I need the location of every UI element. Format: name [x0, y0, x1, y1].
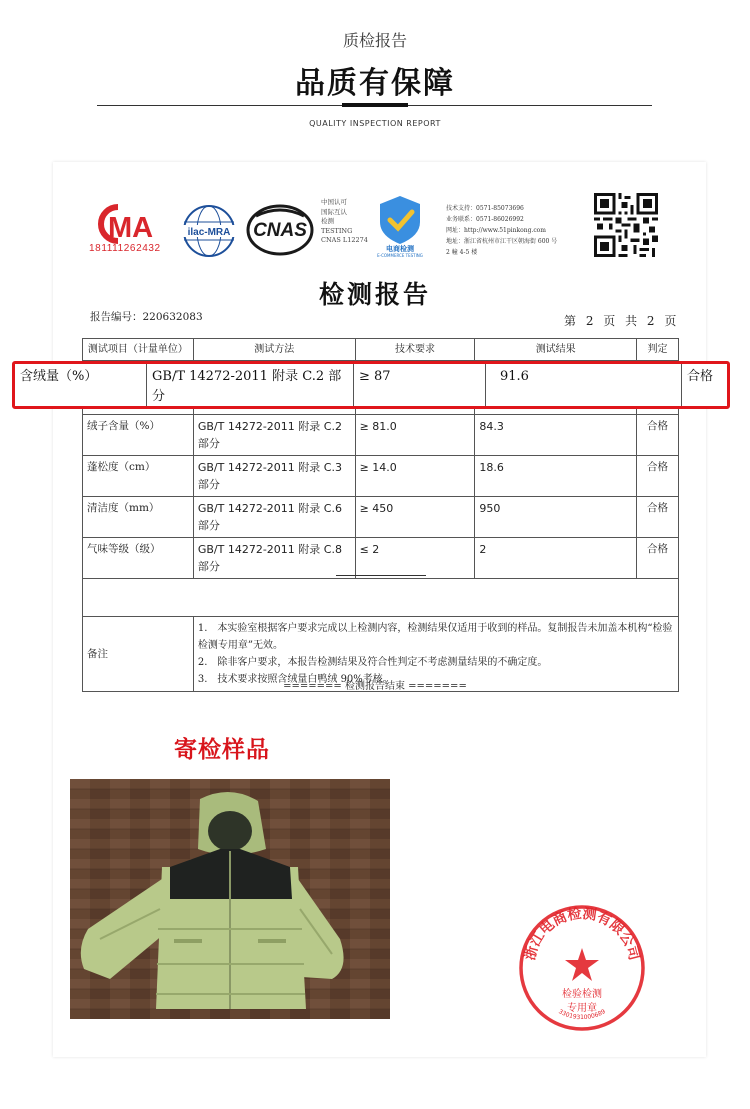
cma-logo [88, 204, 176, 252]
ilac-logo-text: ilac-MRA [187, 227, 231, 238]
cell-method: GB/T 14272-2011 附录 C.6 部分 [193, 497, 355, 538]
contact-info [446, 203, 586, 258]
cell-verdict: 合格 [637, 456, 679, 497]
header-cell-verdict: 判定 [637, 339, 679, 361]
header-cell-requirement: 技术要求 [355, 339, 475, 361]
cell-result: 84.3 [475, 415, 637, 456]
header-cell-result: 测试结果 [475, 339, 637, 361]
ecommerce-testing-logo [368, 192, 432, 258]
contact-tech-support: 技术支持：0571-85073696 [446, 205, 524, 212]
highlight-item: 含绒量（%） [20, 369, 98, 384]
sample-jacket-photo [70, 779, 390, 1019]
contact-address: 地址：浙江省杭州市江干区朝海街 600 号 [446, 238, 558, 245]
empty-row-rule [336, 575, 426, 576]
accreditation-line: 国际互认 [321, 207, 347, 216]
cell-result: 950 [475, 497, 637, 538]
table-row [83, 415, 679, 456]
cell-item: 清洁度（mm） [83, 497, 194, 538]
cell-result: 18.6 [475, 456, 637, 497]
qr-code [594, 193, 658, 257]
header-small-title: 质检报告 [342, 31, 407, 50]
contact-business: 业务联系：0571-86026992 [446, 216, 524, 223]
accreditation-line: TESTING [321, 226, 353, 235]
notes-label: 备注 [83, 617, 194, 692]
accreditation-line: 中国认可 [321, 198, 347, 206]
stamp-bottom-text: 专用章 [567, 1003, 597, 1014]
accreditation-info [321, 198, 368, 246]
cell-item: 绒子含量（%） [83, 415, 194, 456]
stamp-star-icon [565, 948, 599, 981]
cell-item: 蓬松度（cm） [83, 456, 194, 497]
table-row [83, 456, 679, 497]
accreditation-line: 检测 [321, 217, 334, 226]
cell-method: GB/T 14272-2011 附录 C.8 部分 [193, 538, 355, 579]
page-info: 第 2 页 共 2 页 [564, 314, 680, 328]
highlighted-result-row [12, 361, 730, 409]
highlight-result: 91.6 [500, 369, 529, 384]
table-row [83, 538, 679, 579]
cell-method: GB/T 14272-2011 附录 C.3 部分 [193, 456, 355, 497]
report-number: 报告编号：220632083 [90, 311, 203, 323]
cell-result: 2 [475, 538, 637, 579]
cell-verdict: 合格 [637, 497, 679, 538]
report-title: 检测报告 [318, 280, 431, 309]
contact-website: 网址：http://www.51pinkong.com [446, 227, 546, 234]
cell-verdict: 合格 [637, 538, 679, 579]
highlight-requirement: ≥ 87 [359, 369, 391, 384]
contact-address-2: 2 幢 4-5 楼 [446, 249, 478, 256]
cnas-logo [246, 204, 314, 256]
report-end-marker: ======= 检测报告结束 ======= [283, 681, 467, 692]
table-empty-row [83, 579, 679, 617]
cell-item: 气味等级（级） [83, 538, 194, 579]
ec-logo-name: 电商检测 [386, 245, 414, 253]
header-divider-accent [342, 103, 408, 107]
table-row [83, 497, 679, 538]
stamp-company-text: 浙江电商检测有限公司 [522, 905, 642, 963]
cma-logo-number: 181111262432 [89, 243, 161, 252]
cma-logo-text: MA [108, 212, 154, 244]
stamp-number: 3301931000689 [557, 1008, 607, 1022]
header-big-title: 品质有保障 [295, 66, 455, 101]
header-english-subtitle: QUALITY INSPECTION REPORT [309, 119, 441, 128]
cell-verdict: 合格 [637, 415, 679, 456]
ec-logo-english: E-COMMERCE TESTING [377, 253, 423, 258]
cell-requirement: ≥ 14.0 [355, 456, 475, 497]
official-seal-stamp [517, 903, 647, 1033]
accreditation-line: CNAS L12274 [321, 236, 368, 245]
stamp-mid-text: 检验检测 [562, 989, 602, 1000]
note-line: 2. 除非客户要求，本报告检测结果及符合性判定不考虑测量结果的不确定度。 [197, 657, 548, 668]
cell-method: GB/T 14272-2011 附录 C.2 部分 [193, 415, 355, 456]
highlight-method: GB/T 14272-2011 附录 C.2 部分 [152, 369, 342, 404]
table-header-row [83, 339, 679, 361]
header-cell-item: 测试项目（计量单位） [83, 339, 194, 361]
ilac-mra-logo [181, 204, 237, 258]
note-line: 1. 本实验室根据客户要求完成以上检测内容，检测结果仅适用于收到的样品。复制报告未加盖本机构“检验检测专用章”无效。 [197, 623, 673, 651]
highlight-verdict: 合格 [687, 369, 714, 384]
cell-requirement: ≥ 450 [355, 497, 475, 538]
cell-requirement: ≥ 81.0 [355, 415, 475, 456]
note-line: 3. 技术要求按照含绒量白鸭绒 90%考核。 [197, 674, 393, 685]
cell-requirement: ≤ 2 [355, 538, 475, 579]
cnas-logo-text: CNAS [253, 220, 307, 241]
header-cell-method: 测试方法 [193, 339, 355, 361]
sample-title: 寄检样品 [174, 737, 270, 763]
